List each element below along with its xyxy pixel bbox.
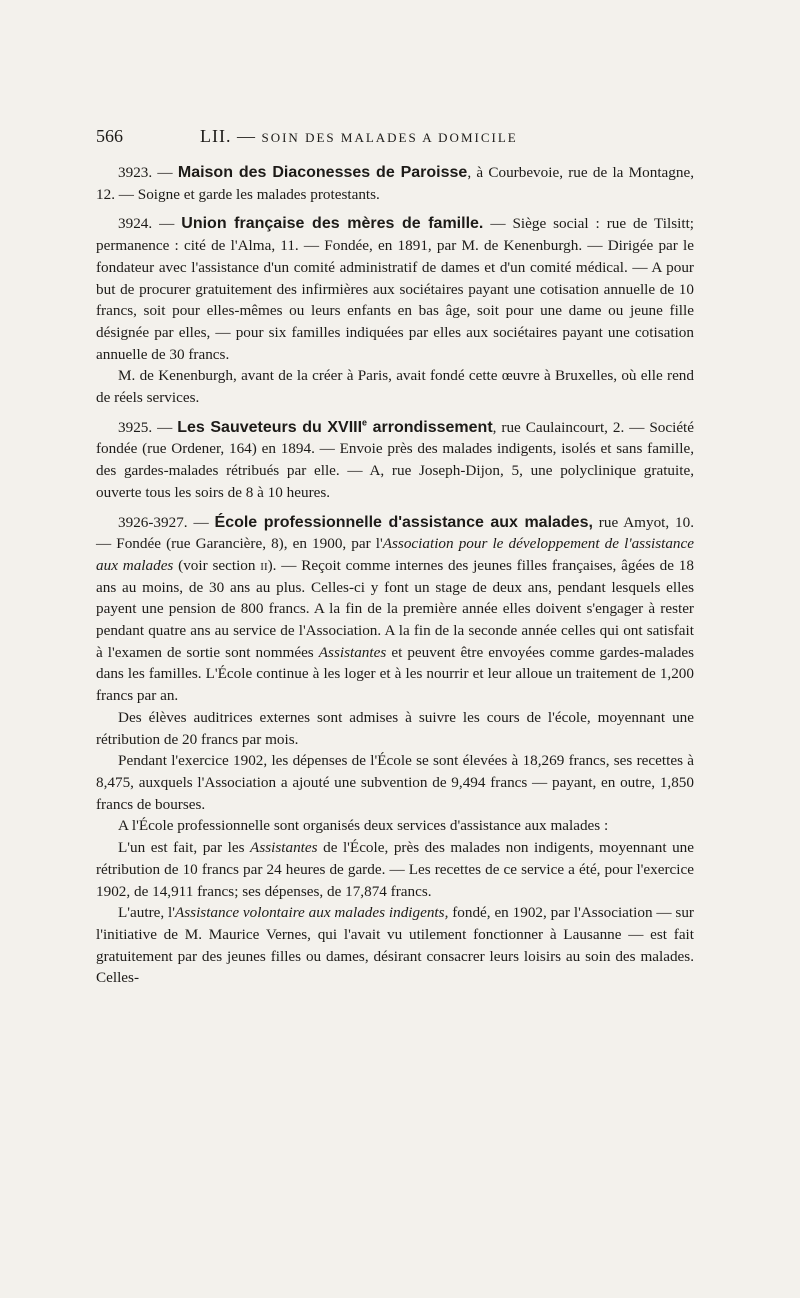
paragraph-service-one: L'un est fait, par les Assistantes de l'École, près des malades non indigents, moyennant une rétribution de 10 francs par 24 heures de garde. — Les recettes de ce service a été, pour l'exercice 1902, de 14,911 francs; ses dépenses, de 17,874 francs. — [96, 839, 694, 900]
chapter-heading — [200, 126, 518, 146]
entry-3924 — [96, 213, 694, 365]
entry-number: 3923. — — [118, 164, 173, 181]
association-name: Association pour le développement de l'assistance aux malades — [96, 535, 694, 574]
page-number: 566 — [96, 126, 123, 146]
entry-name: Les Sauveteurs du XVIIIe arrondissement — [177, 417, 493, 436]
entry-3924-note: M. de Kenenburgh, avant de la créer à Paris, avait fondé cette œuvre à Bruxelles, où elle rend de réels services. — [96, 367, 694, 407]
entry-name: École professionnelle d'assistance aux malades, — [214, 513, 593, 531]
entry-number: 3926-3927. — — [118, 513, 209, 531]
entry-3923 — [96, 162, 694, 205]
entry-name: Union française des mères de famille. — [181, 215, 484, 233]
paragraph-exercice: Pendant l'exercice 1902, les dépenses de l'École se sont élevées à 18,269 francs, ses recettes à 8,475, auxquels l'Association a ajouté une subvention de 9,494 francs — payant, en outre, 1,850 francs de bourses. — [96, 752, 694, 813]
paragraph-services: A l'École professionnelle sont organisés deux services d'assistance aux malades : — [118, 817, 609, 835]
entry-text: — Siège social : rue de Tilsitt; permanence : cité de l'Alma, 11. — Fondée, en 1891, par M. de Kenenburgh. — Dirigée par le fondateur avec l'assistance d'un comité administratif de dames et d'un comité médical. — A pour but de procurer gratuitement des infirmières aux sociétaires payant une cotisation annuelle de 10 francs, soit pour elles-mêmes ou leurs enfants en bas âge, soit pour une dame ou jeune fille désignée par elles, — pour six familles indiquées par elles aux sociétaires payant une cotisation annuelle de 30 francs. — [96, 215, 695, 363]
page-body — [96, 162, 694, 989]
entry-number: 3924. — — [118, 215, 175, 233]
running-header — [96, 126, 696, 147]
assistantes-term: Assistantes — [318, 643, 387, 661]
entry-text: , rue Caulaincourt, 2. — Société fondée (rue Ordener, 164) en 1894. — Envoie près des malades indigents, isolés et sans famille, des gardes-malades rétribués par elle. — A, rue Joseph-Dijon, 5, une polyclinique gratuite, ouverte tous les soirs de 8 à 10 heures. — [96, 418, 695, 501]
entry-number: 3925. — — [118, 418, 173, 436]
chapter-number: LII. — [200, 126, 232, 146]
header-dash: — — [236, 126, 256, 146]
paragraph-auditrices: Des élèves auditrices externes sont admises à suivre les cours de l'école, moyennant une rétribution de 20 francs par mois. — [96, 708, 694, 748]
section-ref: ii — [260, 556, 268, 574]
entry-3926-3927: 3926-3927. — École professionnelle d'assistance aux malades, rue Amyot, 10. — Fondée (rue Garancière, 8), en 1900, par l'Association pour le développement de l'assistance aux malades (voir section ii). — Reçoit comme internes des jeunes filles françaises, âgées de 18 ans au moins, de 30 ans au plus. Celles-ci y font un stage de deux ans, pendant lesquels elles payent une pension de 800 francs. A la fin de la première année elles doivent s'engager à rester pendant quatre ans au service de l'Association. A la fin de la seconde année celles qui ont satisfait à l'examen de sortie sont nommées Assistantes et peuvent être envoyées comme gardes-malades dans les familles. L'École continue à les loger et à les nourrir et leur alloue un traitement de 1,200 francs par an. — [96, 513, 695, 705]
entry-text: , à Courbevoie, rue de la Montagne, 12. — Soigne et garde les malades protestants. — [96, 164, 695, 203]
entry-name: Maison des Diaconesses de Paroisse — [177, 164, 468, 181]
entry-3925 — [96, 417, 694, 504]
paragraph-service-two: L'autre, l'Assistance volontaire aux malades indigents, fondé, en 1902, par l'Association — sur l'initiative de M. Maurice Vernes, qui l'avait vu utilement fonctionner à Lausanne — est fait gratuitement par des jeunes filles ou dames, désirant consacrer leurs loisirs au soin des malades. Celles- — [96, 904, 694, 987]
chapter-title: SOIN DES MALADES A DOMICILE — [261, 130, 518, 145]
